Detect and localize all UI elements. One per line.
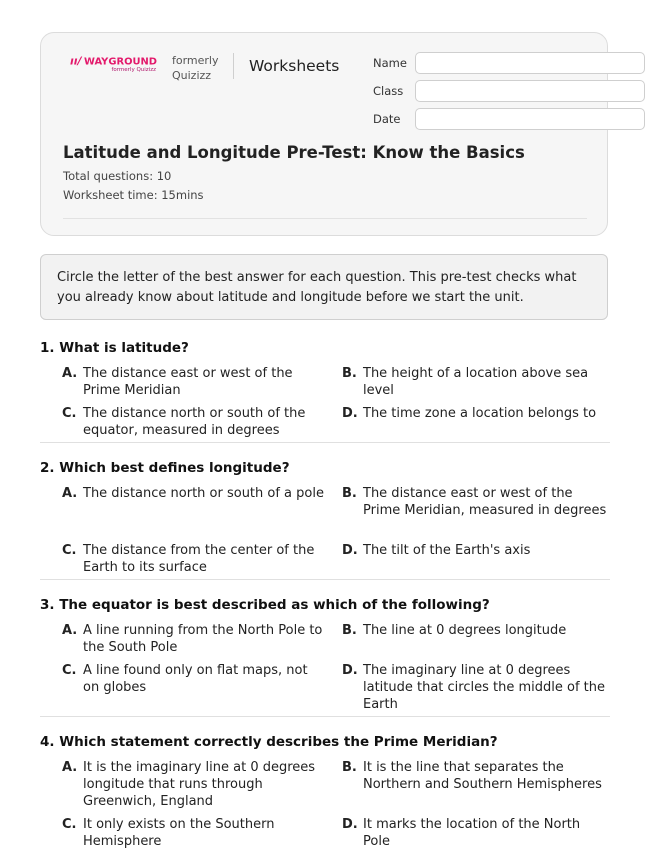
question-divider [40,442,610,443]
option-a[interactable] [62,622,327,656]
option-text: The distance north or south of a pole [83,486,324,501]
option-d[interactable] [342,542,607,559]
option-a[interactable] [62,759,327,810]
option-text: The distance from the center of the Earth to its surface [83,543,315,575]
option-letter: D. [342,406,358,421]
option-letter: D. [342,817,358,832]
date-field[interactable] [415,108,645,130]
option-text: The time zone a location belongs to [363,406,597,421]
question-title: 4. Which statement correctly describes the Prime Meridian? [40,734,498,750]
question-title: 3. The equator is best described as which of the following? [40,597,490,613]
header-divider [233,53,234,79]
option-text: The distance east or west of the Prime Meridian, measured in degrees [363,486,607,518]
option-a[interactable] [62,485,327,502]
option-text: It marks the location of the North Pole [363,817,581,849]
question-divider [40,579,610,580]
total-questions: Total questions: 10 [63,169,172,183]
option-b[interactable] [342,622,607,639]
svg-text:WAYGROUND: WAYGROUND [84,56,157,66]
option-text: The distance east or west of the Prime Meridian [83,366,293,398]
option-letter: C. [62,817,77,832]
worksheet-time: Worksheet time: 15mins [63,188,204,202]
option-d[interactable] [342,405,607,422]
class-field[interactable] [415,80,645,102]
option-letter: C. [62,663,77,678]
option-letter: A. [62,486,78,501]
option-letter: B. [342,623,357,638]
option-a[interactable] [62,365,327,399]
logo-subtitle: formerly Quizizz [111,67,156,73]
option-c[interactable] [62,542,327,576]
option-text: The imaginary line at 0 degrees latitude that circles the middle of the Earth [363,663,606,712]
option-b[interactable] [342,759,607,793]
instructions-box: Circle the letter of the best answer for each question. This pre-test checks what you already know about latitude and longitude before we start the unit. [40,254,608,320]
option-letter: C. [62,406,77,421]
name-label: Name [373,56,407,70]
option-letter: B. [342,366,357,381]
option-text: A line found only on flat maps, not on globes [83,663,308,695]
formerly-quizizz-note [172,53,219,83]
formerly-line: formerly [172,54,219,67]
option-c[interactable] [62,662,327,696]
quizizz-line: Quizizz [172,69,212,82]
header-bottom-divider [63,218,587,219]
class-label: Class [373,84,404,98]
date-label: Date [373,112,401,126]
option-text: It only exists on the Southern Hemisphere [83,817,275,849]
option-d[interactable] [342,816,607,850]
option-b[interactable] [342,365,607,399]
question-title: 1. What is latitude? [40,340,189,356]
option-text: The line at 0 degrees longitude [363,623,567,638]
option-c[interactable] [62,816,327,850]
question-divider [40,716,610,717]
option-text: It is the imaginary line at 0 degrees longitude that runs through Greenwich, England [83,760,316,809]
svg-text:ıı/: ıı/ [70,54,82,66]
option-text: It is the line that separates the Northern and Southern Hemispheres [363,760,602,792]
option-letter: D. [342,663,358,678]
option-text: A line running from the North Pole to the South Pole [83,623,323,655]
option-d[interactable] [342,662,607,713]
question-title: 2. Which best defines longitude? [40,460,290,476]
name-field[interactable] [415,52,645,74]
worksheets-label: Worksheets [249,57,340,75]
option-text: The distance north or south of the equator, measured in degrees [83,406,306,438]
option-b[interactable] [342,485,607,519]
option-text: The height of a location above sea level [363,366,589,398]
option-letter: A. [62,366,78,381]
option-c[interactable] [62,405,327,439]
option-letter: B. [342,760,357,775]
option-text: The tilt of the Earth's axis [363,543,531,558]
wayground-logo [70,54,158,73]
worksheet-title: Latitude and Longitude Pre-Test: Know the Basics [63,143,525,162]
option-letter: C. [62,543,77,558]
option-letter: D. [342,543,358,558]
option-letter: A. [62,623,78,638]
worksheet-header [40,32,608,236]
option-letter: B. [342,486,357,501]
option-letter: A. [62,760,78,775]
